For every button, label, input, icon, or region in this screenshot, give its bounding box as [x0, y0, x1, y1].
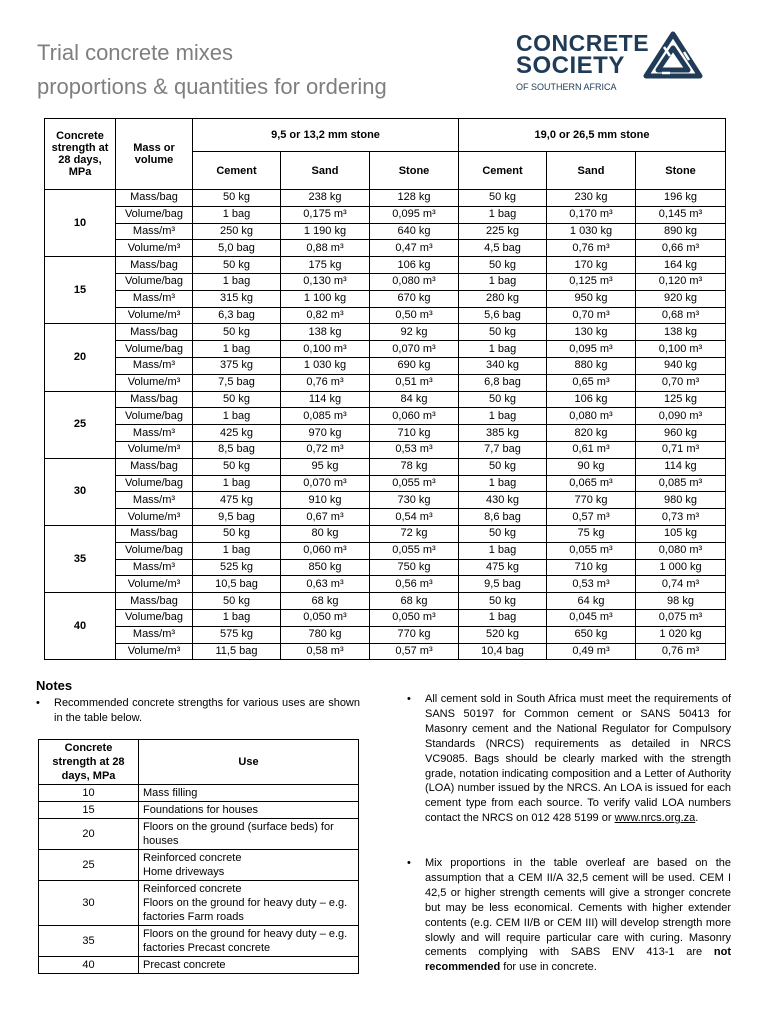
- use-line: Foundations for houses: [143, 804, 258, 816]
- table-row: [45, 206, 726, 223]
- table-row: [45, 290, 726, 307]
- row-type-cell: Volume/m³: [116, 576, 193, 593]
- row-type-cell: Mass/m³: [116, 559, 193, 576]
- row-type-cell: Mass/bag: [116, 257, 193, 274]
- row-type-cell: Volume/bag: [116, 273, 193, 290]
- uses-use-cell: [139, 957, 359, 974]
- row-type-cell: Mass/bag: [116, 391, 193, 408]
- value-cell: 0,090 m³: [636, 408, 726, 425]
- value-cell: 0,095 m³: [547, 341, 636, 358]
- row-type-cell: Volume/m³: [116, 240, 193, 257]
- value-cell: 50 kg: [193, 458, 281, 475]
- header-mass-volume: Mass or volume: [116, 119, 193, 190]
- title-line-2: proportions & quantities for ordering: [37, 74, 387, 99]
- value-cell: 520 kg: [459, 626, 547, 643]
- value-cell: 0,065 m³: [547, 475, 636, 492]
- table-row: [45, 374, 726, 391]
- value-cell: 980 kg: [636, 492, 726, 509]
- value-cell: 0,050 m³: [370, 609, 459, 626]
- table-row: [45, 509, 726, 526]
- row-type-cell: Mass/m³: [116, 425, 193, 442]
- value-cell: 1 100 kg: [281, 290, 370, 307]
- value-cell: 0,085 m³: [636, 475, 726, 492]
- value-cell: 170 kg: [547, 257, 636, 274]
- value-cell: 225 kg: [459, 223, 547, 240]
- value-cell: 106 kg: [547, 391, 636, 408]
- value-cell: 770 kg: [370, 626, 459, 643]
- value-cell: 0,100 m³: [281, 341, 370, 358]
- table-row: [45, 408, 726, 425]
- row-type-cell: Volume/bag: [116, 206, 193, 223]
- value-cell: 0,67 m³: [281, 509, 370, 526]
- value-cell: 0,76 m³: [547, 240, 636, 257]
- value-cell: 8,6 bag: [459, 509, 547, 526]
- table-row: [45, 341, 726, 358]
- value-cell: 92 kg: [370, 324, 459, 341]
- value-cell: 1 bag: [193, 408, 281, 425]
- value-cell: 0,51 m³: [370, 374, 459, 391]
- value-cell: 1 bag: [459, 206, 547, 223]
- row-type-cell: Mass/bag: [116, 190, 193, 207]
- table-row: [45, 441, 726, 458]
- table-row: [39, 802, 359, 819]
- value-cell: 50 kg: [459, 458, 547, 475]
- value-cell: 6,8 bag: [459, 374, 547, 391]
- uses-use-cell: [139, 881, 359, 926]
- note-bold: not recommended: [425, 946, 731, 974]
- uses-use-cell: [139, 850, 359, 881]
- value-cell: 1 bag: [193, 542, 281, 559]
- value-cell: 1 bag: [193, 609, 281, 626]
- value-cell: 0,080 m³: [547, 408, 636, 425]
- value-cell: 960 kg: [636, 425, 726, 442]
- value-cell: 50 kg: [459, 257, 547, 274]
- value-cell: 425 kg: [193, 425, 281, 442]
- value-cell: 9,5 bag: [459, 576, 547, 593]
- value-cell: 10,4 bag: [459, 643, 547, 660]
- value-cell: 10,5 bag: [193, 576, 281, 593]
- value-cell: 50 kg: [459, 525, 547, 542]
- strength-cell: 25: [45, 391, 116, 458]
- value-cell: 0,71 m³: [636, 441, 726, 458]
- value-cell: 0,49 m³: [547, 643, 636, 660]
- value-cell: 0,88 m³: [281, 240, 370, 257]
- strength-cell: 40: [45, 593, 116, 660]
- value-cell: 78 kg: [370, 458, 459, 475]
- value-cell: 750 kg: [370, 559, 459, 576]
- value-cell: 0,070 m³: [370, 341, 459, 358]
- value-cell: 0,080 m³: [370, 273, 459, 290]
- value-cell: 0,54 m³: [370, 509, 459, 526]
- value-cell: 175 kg: [281, 257, 370, 274]
- table-row: [45, 425, 726, 442]
- uses-table-body: [39, 785, 359, 974]
- use-line: Floors on the ground (surface beds) for houses: [143, 821, 334, 847]
- value-cell: 0,175 m³: [281, 206, 370, 223]
- value-cell: 250 kg: [193, 223, 281, 240]
- value-cell: 1 030 kg: [547, 223, 636, 240]
- value-cell: 970 kg: [281, 425, 370, 442]
- value-cell: 880 kg: [547, 357, 636, 374]
- value-cell: 114 kg: [636, 458, 726, 475]
- note-text: Mix proportions in the table overleaf are based on the assumption that a CEM II/A 32,5 cement will be used. CEM I 42,5 or higher strength cements will give a stronger concrete but may be less economical. Cements with higher extender contents (e.g. CEM II/B or CEM III) will develop strength more slowly and will require particular care with curing. Masonry cements complying with SABS ENV 413-1 are: [425, 857, 731, 959]
- table-row: [45, 475, 726, 492]
- note-text-end: .: [695, 812, 699, 825]
- value-cell: 1 bag: [193, 341, 281, 358]
- value-cell: 1 190 kg: [281, 223, 370, 240]
- value-cell: 1 bag: [459, 408, 547, 425]
- value-cell: 0,50 m³: [370, 307, 459, 324]
- uses-use-cell: [139, 819, 359, 850]
- value-cell: 125 kg: [636, 391, 726, 408]
- value-cell: 0,170 m³: [547, 206, 636, 223]
- value-cell: 0,65 m³: [547, 374, 636, 391]
- note-text-end: for use in concrete.: [500, 961, 597, 974]
- value-cell: 0,075 m³: [636, 609, 726, 626]
- value-cell: 1 bag: [459, 542, 547, 559]
- value-cell: 650 kg: [547, 626, 636, 643]
- row-type-cell: Volume/bag: [116, 475, 193, 492]
- note-bullet-3: [407, 856, 731, 975]
- use-line: Floors on the ground for heavy duty – e.g. factories Farm roads: [143, 897, 348, 923]
- row-type-cell: Mass/m³: [116, 626, 193, 643]
- notes-heading: Notes: [36, 678, 73, 693]
- value-cell: 0,045 m³: [547, 609, 636, 626]
- value-cell: 0,66 m³: [636, 240, 726, 257]
- header-group-large-stone: 19,0 or 26,5 mm stone: [459, 119, 726, 152]
- value-cell: 0,53 m³: [547, 576, 636, 593]
- value-cell: 940 kg: [636, 357, 726, 374]
- value-cell: 90 kg: [547, 458, 636, 475]
- value-cell: 8,5 bag: [193, 441, 281, 458]
- value-cell: 0,70 m³: [547, 307, 636, 324]
- value-cell: 0,57 m³: [547, 509, 636, 526]
- row-type-cell: Volume/bag: [116, 609, 193, 626]
- table-row: [39, 819, 359, 850]
- col-sand: Sand: [281, 152, 370, 190]
- value-cell: 950 kg: [547, 290, 636, 307]
- mix-table-body: [45, 190, 726, 660]
- bullet-dot: •: [36, 697, 40, 709]
- value-cell: 1 020 kg: [636, 626, 726, 643]
- value-cell: 50 kg: [459, 593, 547, 610]
- value-cell: 50 kg: [459, 391, 547, 408]
- value-cell: 0,56 m³: [370, 576, 459, 593]
- value-cell: 7,5 bag: [193, 374, 281, 391]
- uses-strength-cell: 35: [39, 926, 139, 957]
- value-cell: 80 kg: [281, 525, 370, 542]
- value-cell: 375 kg: [193, 357, 281, 374]
- table-row: [45, 257, 726, 274]
- value-cell: 430 kg: [459, 492, 547, 509]
- value-cell: 0,47 m³: [370, 240, 459, 257]
- col-stone: Stone: [370, 152, 459, 190]
- value-cell: 0,070 m³: [281, 475, 370, 492]
- value-cell: 690 kg: [370, 357, 459, 374]
- row-type-cell: Mass/bag: [116, 458, 193, 475]
- use-line: Mass filling: [143, 787, 198, 799]
- value-cell: 710 kg: [547, 559, 636, 576]
- uses-header-strength: Concrete strength at 28 days, MPa: [39, 740, 139, 785]
- table-row: [45, 223, 726, 240]
- header-strength: Concrete strength at 28 days, MPa: [45, 119, 116, 190]
- value-cell: 910 kg: [281, 492, 370, 509]
- col-cement: Cement: [193, 152, 281, 190]
- value-cell: 68 kg: [281, 593, 370, 610]
- uses-header-use: Use: [139, 740, 359, 785]
- value-cell: 50 kg: [193, 257, 281, 274]
- value-cell: 196 kg: [636, 190, 726, 207]
- table-row: [45, 492, 726, 509]
- col-sand: Sand: [547, 152, 636, 190]
- value-cell: 72 kg: [370, 525, 459, 542]
- value-cell: 6,3 bag: [193, 307, 281, 324]
- table-row: [45, 458, 726, 475]
- value-cell: 0,76 m³: [636, 643, 726, 660]
- row-type-cell: Volume/m³: [116, 509, 193, 526]
- strength-cell: 20: [45, 324, 116, 391]
- mix-table: [44, 118, 726, 660]
- page-title: [37, 36, 387, 104]
- table-row: [45, 576, 726, 593]
- table-row: [45, 307, 726, 324]
- use-line: Home driveways: [143, 866, 225, 878]
- bullet-dot: •: [407, 693, 411, 705]
- table-row: [45, 357, 726, 374]
- note-text: Recommended concrete strengths for various uses are shown in the table below.: [54, 697, 360, 724]
- strength-cell: 10: [45, 190, 116, 257]
- value-cell: 525 kg: [193, 559, 281, 576]
- table-row: [45, 559, 726, 576]
- value-cell: 710 kg: [370, 425, 459, 442]
- table-row: [45, 525, 726, 542]
- value-cell: 575 kg: [193, 626, 281, 643]
- col-cement: Cement: [459, 152, 547, 190]
- value-cell: 130 kg: [547, 324, 636, 341]
- table-row: [45, 391, 726, 408]
- row-type-cell: Volume/m³: [116, 374, 193, 391]
- value-cell: 280 kg: [459, 290, 547, 307]
- title-line-1: Trial concrete mixes: [37, 40, 234, 65]
- value-cell: 1 bag: [193, 206, 281, 223]
- value-cell: 50 kg: [193, 593, 281, 610]
- table-row: [39, 785, 359, 802]
- value-cell: 1 bag: [459, 341, 547, 358]
- value-cell: 7,7 bag: [459, 441, 547, 458]
- table-row: [39, 926, 359, 957]
- table-row: [45, 324, 726, 341]
- value-cell: 0,080 m³: [636, 542, 726, 559]
- row-type-cell: Volume/bag: [116, 341, 193, 358]
- strength-cell: 15: [45, 257, 116, 324]
- value-cell: 64 kg: [547, 593, 636, 610]
- uses-strength-cell: 15: [39, 802, 139, 819]
- note-text: All cement sold in South Africa must meet the requirements of SANS 50197 for Common cement or SANS 50413 for Masonry cement and the National Regulator for Compulsory Standards (NRCS) requirements as detailed in NRCS VC9085. Bags should be clearly marked with the strength grade, notation indicating composition and a Letter of Authority (LOA) number issued by the NRCS. An LOA is issued for each cement type from each source. To verify valid LOA numbers contact the NRCS on 012 428 5199 or: [425, 693, 731, 825]
- value-cell: 340 kg: [459, 357, 547, 374]
- table-row: [45, 542, 726, 559]
- value-cell: 0,125 m³: [547, 273, 636, 290]
- value-cell: 0,120 m³: [636, 273, 726, 290]
- value-cell: 1 bag: [459, 475, 547, 492]
- value-cell: 640 kg: [370, 223, 459, 240]
- value-cell: 0,100 m³: [636, 341, 726, 358]
- value-cell: 0,74 m³: [636, 576, 726, 593]
- value-cell: 0,130 m³: [281, 273, 370, 290]
- value-cell: 0,095 m³: [370, 206, 459, 223]
- value-cell: 0,055 m³: [370, 542, 459, 559]
- note-bullet-1: [36, 696, 360, 726]
- value-cell: 68 kg: [370, 593, 459, 610]
- uses-strength-cell: 20: [39, 819, 139, 850]
- row-type-cell: Volume/bag: [116, 542, 193, 559]
- value-cell: 50 kg: [193, 391, 281, 408]
- uses-use-cell: [139, 802, 359, 819]
- value-cell: 0,055 m³: [547, 542, 636, 559]
- row-type-cell: Mass/bag: [116, 593, 193, 610]
- value-cell: 1 bag: [193, 475, 281, 492]
- table-row: [45, 593, 726, 610]
- value-cell: 1 bag: [459, 273, 547, 290]
- value-cell: 138 kg: [636, 324, 726, 341]
- row-type-cell: Mass/bag: [116, 324, 193, 341]
- uses-strength-cell: 40: [39, 957, 139, 974]
- value-cell: 0,68 m³: [636, 307, 726, 324]
- value-cell: 780 kg: [281, 626, 370, 643]
- uses-strength-cell: 30: [39, 881, 139, 926]
- value-cell: 1 bag: [193, 273, 281, 290]
- uses-strength-cell: 10: [39, 785, 139, 802]
- value-cell: 105 kg: [636, 525, 726, 542]
- value-cell: 50 kg: [193, 525, 281, 542]
- strength-cell: 30: [45, 458, 116, 525]
- use-line: Reinforced concrete: [143, 883, 242, 895]
- uses-use-cell: [139, 785, 359, 802]
- uses-use-cell: [139, 926, 359, 957]
- value-cell: 98 kg: [636, 593, 726, 610]
- value-cell: 315 kg: [193, 290, 281, 307]
- table-row: [45, 626, 726, 643]
- row-type-cell: Mass/m³: [116, 223, 193, 240]
- row-type-cell: Mass/m³: [116, 290, 193, 307]
- value-cell: 114 kg: [281, 391, 370, 408]
- row-type-cell: Mass/bag: [116, 525, 193, 542]
- value-cell: 0,060 m³: [370, 408, 459, 425]
- value-cell: 475 kg: [459, 559, 547, 576]
- row-type-cell: Volume/m³: [116, 441, 193, 458]
- table-row: [39, 957, 359, 974]
- value-cell: 770 kg: [547, 492, 636, 509]
- use-line: Floors on the ground for heavy duty – e.g. factories Precast concrete: [143, 928, 348, 954]
- logo-line-2: SOCIETY: [516, 52, 625, 79]
- value-cell: 50 kg: [193, 324, 281, 341]
- row-type-cell: Mass/m³: [116, 357, 193, 374]
- value-cell: 1 030 kg: [281, 357, 370, 374]
- value-cell: 0,145 m³: [636, 206, 726, 223]
- table-row: [45, 190, 726, 207]
- value-cell: 0,61 m³: [547, 441, 636, 458]
- value-cell: 11,5 bag: [193, 643, 281, 660]
- table-row: [45, 240, 726, 257]
- table-row: [39, 850, 359, 881]
- triangle-knot-icon: [642, 30, 704, 80]
- value-cell: 0,72 m³: [281, 441, 370, 458]
- note-bullet-2: [407, 692, 731, 826]
- col-stone: Stone: [636, 152, 726, 190]
- value-cell: 138 kg: [281, 324, 370, 341]
- row-type-cell: Volume/m³: [116, 643, 193, 660]
- logo: [514, 30, 714, 96]
- value-cell: 4,5 bag: [459, 240, 547, 257]
- nrcs-link[interactable]: www.nrcs.org.za: [614, 812, 696, 825]
- row-type-cell: Mass/m³: [116, 492, 193, 509]
- value-cell: 0,060 m³: [281, 542, 370, 559]
- value-cell: 95 kg: [281, 458, 370, 475]
- value-cell: 128 kg: [370, 190, 459, 207]
- value-cell: 0,70 m³: [636, 374, 726, 391]
- value-cell: 84 kg: [370, 391, 459, 408]
- header-group-small-stone: 9,5 or 13,2 mm stone: [193, 119, 459, 152]
- value-cell: 0,57 m³: [370, 643, 459, 660]
- value-cell: 9,5 bag: [193, 509, 281, 526]
- value-cell: 0,085 m³: [281, 408, 370, 425]
- value-cell: 0,58 m³: [281, 643, 370, 660]
- value-cell: 230 kg: [547, 190, 636, 207]
- use-line: Reinforced concrete: [143, 852, 242, 864]
- value-cell: 890 kg: [636, 223, 726, 240]
- value-cell: 0,76 m³: [281, 374, 370, 391]
- row-type-cell: Volume/m³: [116, 307, 193, 324]
- value-cell: 385 kg: [459, 425, 547, 442]
- value-cell: 730 kg: [370, 492, 459, 509]
- logo-line-3: OF SOUTHERN AFRICA: [516, 82, 617, 92]
- value-cell: 75 kg: [547, 525, 636, 542]
- value-cell: 850 kg: [281, 559, 370, 576]
- value-cell: 5,6 bag: [459, 307, 547, 324]
- strength-cell: 35: [45, 525, 116, 592]
- value-cell: 164 kg: [636, 257, 726, 274]
- value-cell: 5,0 bag: [193, 240, 281, 257]
- value-cell: 106 kg: [370, 257, 459, 274]
- value-cell: 475 kg: [193, 492, 281, 509]
- value-cell: 50 kg: [193, 190, 281, 207]
- value-cell: 0,73 m³: [636, 509, 726, 526]
- uses-strength-cell: 25: [39, 850, 139, 881]
- row-type-cell: Volume/bag: [116, 408, 193, 425]
- logo-line-1: CONCRETE: [516, 30, 650, 56]
- table-row: [45, 643, 726, 660]
- table-row: [45, 273, 726, 290]
- value-cell: 0,63 m³: [281, 576, 370, 593]
- uses-table: [38, 739, 359, 974]
- value-cell: 820 kg: [547, 425, 636, 442]
- value-cell: 50 kg: [459, 190, 547, 207]
- value-cell: 0,055 m³: [370, 475, 459, 492]
- value-cell: 0,82 m³: [281, 307, 370, 324]
- use-line: Precast concrete: [143, 959, 226, 971]
- table-row: [45, 609, 726, 626]
- value-cell: 0,53 m³: [370, 441, 459, 458]
- value-cell: 670 kg: [370, 290, 459, 307]
- value-cell: 238 kg: [281, 190, 370, 207]
- table-row: [39, 881, 359, 926]
- value-cell: 920 kg: [636, 290, 726, 307]
- value-cell: 1 000 kg: [636, 559, 726, 576]
- bullet-dot: •: [407, 857, 411, 869]
- value-cell: 0,050 m³: [281, 609, 370, 626]
- value-cell: 1 bag: [459, 609, 547, 626]
- value-cell: 50 kg: [459, 324, 547, 341]
